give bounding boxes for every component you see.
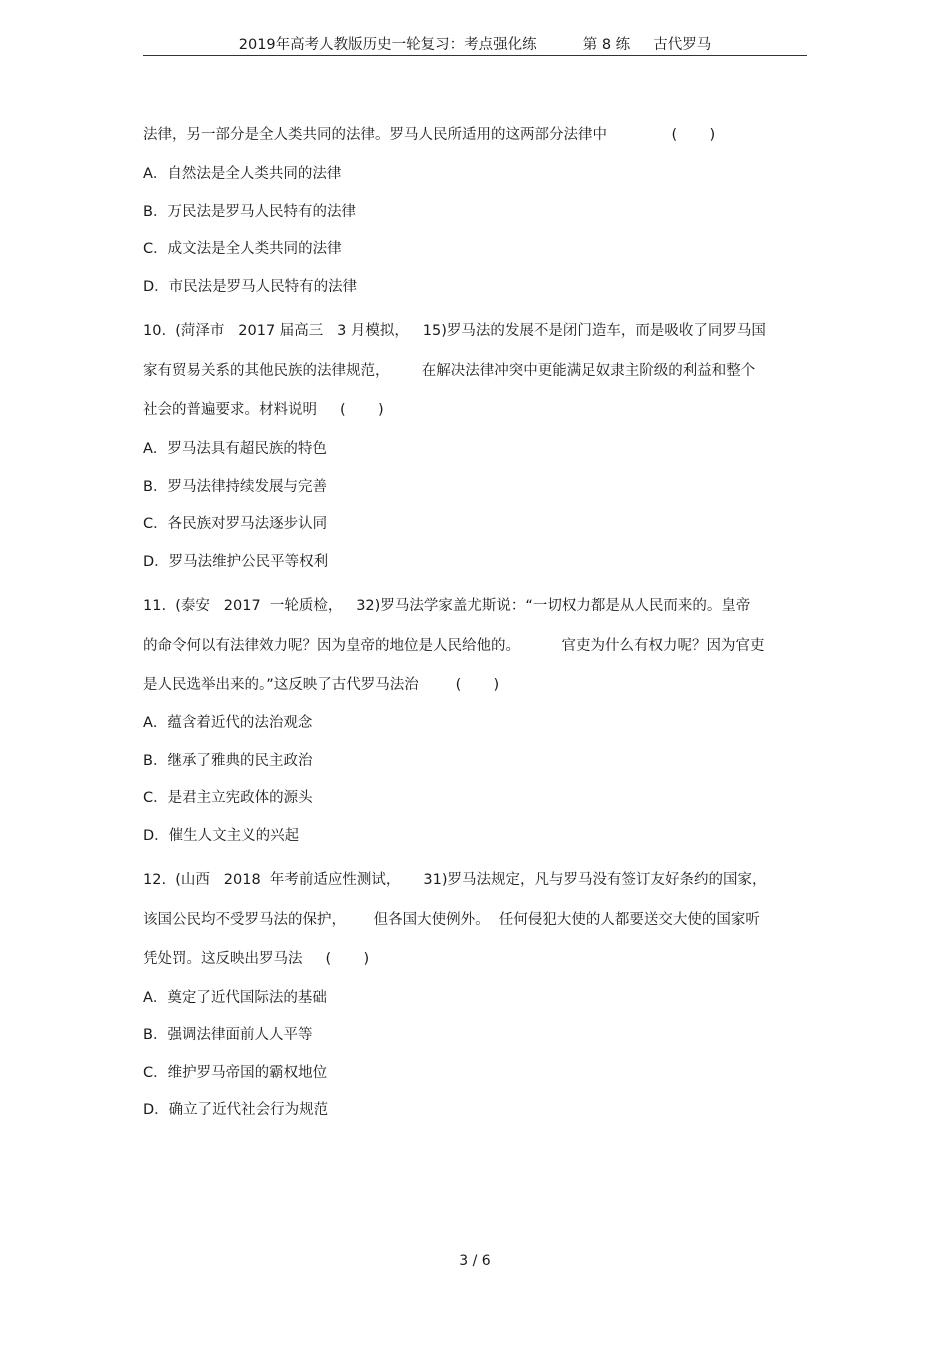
- q12-option-a: A．奠定了近代国际法的基础: [143, 990, 327, 1006]
- page-header: 2019年高考人教版历史一轮复习：考点强化练 第 8 练 古代罗马: [238, 37, 712, 53]
- page-number: 3 / 6: [459, 1253, 491, 1269]
- q11-option-c: C．是君主立宪政体的源头: [143, 790, 313, 806]
- q12-option-d: D．确立了近代社会行为规范: [143, 1102, 329, 1118]
- q10-option-d: D．罗马法维护公民平等权利: [143, 554, 329, 570]
- q10-option-a: A．罗马法具有超民族的特色: [143, 441, 327, 457]
- q10-text-line-1: 10. (菏泽市 2017 届高三 3 月模拟， 15)罗马法的发展不是闭门造车，而是吸收了同罗马国: [143, 323, 766, 339]
- option-c: C．成文法是全人类共同的法律: [143, 241, 342, 257]
- option-b: B．万民法是罗马人民特有的法律: [143, 204, 356, 220]
- q12-option-c: C．维护罗马帝国的霸权地位: [143, 1065, 328, 1081]
- q12-text-line-3: 凭处罚。这反映出罗马法 ( ): [143, 951, 370, 967]
- option-d: D．市民法是罗马人民特有的法律: [143, 279, 358, 295]
- option-a: A．自然法是全人类共同的法律: [143, 166, 342, 182]
- q11-text-line-1: 11. (泰安 2017 一轮质检， 32)罗马法学家盖尤斯说：“一切权力都是从人民而来的。皇帝: [143, 598, 751, 614]
- question-text-line: 法律，另一部分是全人类共同的法律。罗马人民所适用的这两部分法律中 ( ): [143, 127, 716, 143]
- q10-option-c: C．各民族对罗马法逐步认同: [143, 516, 328, 532]
- q10-option-b: B．罗马法律持续发展与完善: [143, 479, 327, 495]
- q11-text-line-3: 是人民选举出来的。”这反映了古代罗马法治 ( ): [143, 677, 500, 693]
- q12-option-b: B．强调法律面前人人平等: [143, 1027, 313, 1043]
- q10-text-line-3: 社会的普遍要求。材料说明 ( ): [143, 402, 384, 418]
- q10-text-line-2: 家有贸易关系的其他民族的法律规范， 在解决法律冲突中更能满足奴隶主阶级的利益和整个: [143, 363, 756, 379]
- header-rule: [143, 55, 807, 56]
- q11-option-d: D．催生人文主义的兴起: [143, 828, 300, 844]
- q11-text-line-2: 的命令何以有法律效力呢？因为皇帝的地位是人民给他的。 官吏为什么有权力呢？因为官吏: [143, 638, 765, 654]
- q12-text-line-2: 该国公民均不受罗马法的保护， 但各国大使例外。 任何侵犯大使的人都要送交大使的国家听: [143, 912, 760, 928]
- q12-text-line-1: 12. (山西 2018 年考前适应性测试， 31)罗马法规定，凡与罗马没有签订友好条约的国家，: [143, 872, 767, 888]
- q11-option-b: B．继承了雅典的民主政治: [143, 753, 313, 769]
- q11-option-a: A．蕴含着近代的法治观念: [143, 715, 313, 731]
